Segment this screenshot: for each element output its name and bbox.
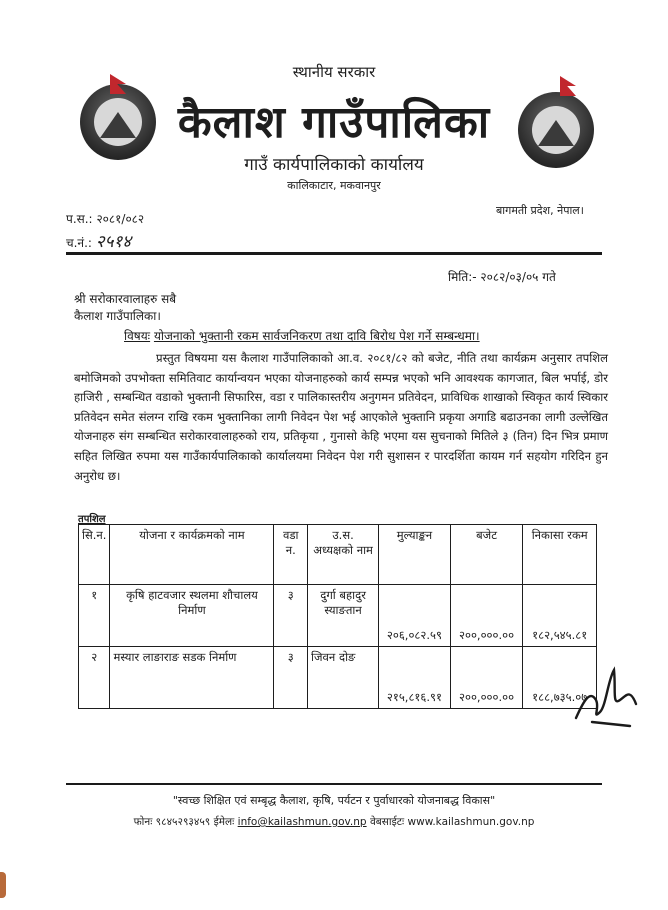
chn-value-handwritten: २५१४ — [95, 232, 132, 252]
table-cell: १८२,५४५.८१ — [523, 585, 597, 647]
recipient-line-1: श्री सरोकारवालाहरु सबै — [74, 292, 177, 306]
column-header: उ.स. अध्यक्षको नाम — [308, 525, 379, 585]
email-link[interactable]: info@kailashmun.gov.np — [237, 816, 367, 828]
municipality-title: कैलाश गाउँपालिका — [177, 97, 491, 148]
footer-motto: "स्वच्छ शिक्षित एवं सम्बृद्ध कैलाश, कृषि, पर्यटन र पुर्वाधारको योजनाबद्ध विकास" — [172, 794, 496, 807]
signature-mark — [570, 660, 642, 730]
details-label: तपशिल — [78, 514, 106, 525]
column-header: मुल्याङ्कन — [379, 525, 451, 585]
office-name: गाउँ कार्यपालिकाको कार्यालय — [244, 155, 424, 175]
province-label: बागमती प्रदेश, नेपाल। — [496, 204, 584, 217]
table-cell: मस्यार लाङाराङ सडक निर्माण — [110, 647, 274, 709]
column-header: बजेट — [450, 525, 523, 585]
letter-date: मिति:- २०८२/०३/०५ गते — [448, 270, 556, 284]
table-row — [79, 585, 597, 647]
footer-contact — [0, 815, 668, 829]
website-label: वेबसाईटः — [369, 816, 405, 828]
subject-text: योजनाको भुक्तानी रकम सार्वजनिकरण तथा दावि बिरोध पेश गर्ने सम्बन्धमा। — [153, 329, 480, 343]
table-cell: २ — [79, 647, 110, 709]
government-label: स्थानीय सरकार — [292, 63, 376, 81]
office-address: कालिकाटार, मकवानपुर — [287, 179, 381, 192]
header-divider — [66, 252, 602, 255]
table-row — [79, 647, 597, 709]
project-table — [78, 524, 597, 709]
email-label: ईमेलः — [213, 816, 235, 828]
table-cell: ३ — [274, 585, 308, 647]
column-header: योजना र कार्यक्रमको नाम — [110, 525, 274, 585]
subject-label: विषयः — [124, 329, 151, 343]
table-cell: २१५,८१६.९१ — [379, 647, 451, 709]
table-cell: १ — [79, 585, 110, 647]
ps-label: प.स.: — [66, 212, 93, 226]
table-cell: दुर्गा बहादुर स्याङतान — [308, 585, 379, 647]
ps-reference — [66, 210, 144, 227]
table-cell: ३ — [274, 647, 308, 709]
body-paragraph: प्रस्तुत विषयमा यस कैलाश गाउँपालिकाको आ.व. २०८१/८२ को बजेट, नीति तथा कार्यक्रम अनुसार तपशिल बमोजिमको उपभोक्ता समितिवाट कार्यान्वयन भएका योजनाहरुको कार्य सम्पन्न भएको भनि आवश्यक कागजात, बिल भर्पाई, डोर हाजिरी , सम्बन्धित वडाको भुक्तानी सिफारिस, वडा र पालिकास्तरीय अनुगमन प्रतिवेदन, प्राविधिक शाखाको स्विकृत कार्य स्विकार प्रतिवेदन समेत संलग्न राखि रकम भुक्तानिका लागी निवेदन पेश भई आएकोले भुक्तानि प्रकृया अगाडि बढाउनका लागी उल्लेखित योजनाहरु संग सम्बन्धित सरोकारवालाहरुको राय, प्रतिकृया , गुनासो केहि भएमा यस सुचनाको मितिले ३ (तिन) दिन भित्र प्रमाण सहित लिखित रुपमा यस गाउँकार्यपालिकाको कार्यालयमा निवेदन पेश गरी सुशासन र पारदर्शिता कायम गर्न सहयोग गरिदिन हुन अनुरोध छ। — [74, 351, 608, 483]
chn-reference — [66, 229, 131, 252]
phone-label: फोनः — [133, 816, 153, 828]
letter-body — [74, 349, 608, 486]
table-cell: २००,०००.०० — [450, 585, 523, 647]
table-cell: २०६,०८२.५९ — [379, 585, 451, 647]
ps-value: २०८१/०८२ — [96, 212, 145, 226]
table-cell: २००,०००.०० — [450, 647, 523, 709]
chn-label: च.नं.: — [66, 236, 92, 250]
table-cell: जिवन दोङ — [308, 647, 379, 709]
recipient-line-2: कैलाश गाउँपालिका। — [74, 309, 161, 323]
footer-divider — [66, 783, 602, 785]
table-cell: १८८,७३५.०७ — [523, 647, 597, 709]
website-link[interactable]: www.kailashmun.gov.np — [407, 816, 535, 828]
column-header: निकासा रकम — [523, 525, 597, 585]
table-cell: कृषि हाटवजार स्थलमा शौचालय निर्माण — [110, 585, 274, 647]
phone-number: ९८४५२९३४५९ — [155, 816, 211, 828]
subject-line — [124, 327, 480, 344]
paper-edge — [0, 872, 6, 898]
column-header: सि.न. — [79, 525, 110, 585]
column-header: वडा न. — [274, 525, 308, 585]
